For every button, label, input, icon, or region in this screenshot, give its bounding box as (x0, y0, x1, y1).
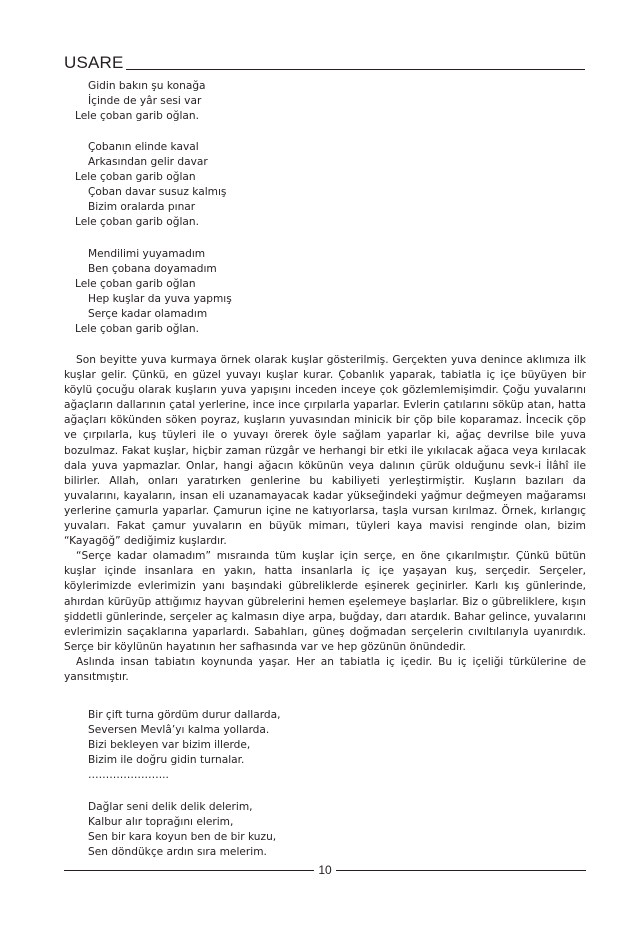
poem-refrain: Lele çoban garib oğlan (75, 278, 196, 291)
prose-body (64, 353, 586, 685)
footer-rule-left (64, 870, 314, 871)
poem-refrain: Lele çoban garib oğlan. (75, 216, 199, 229)
poem-line: Kalbur alır toprağını elerim, (88, 816, 234, 829)
poem-line: Bizim ile doğru gidin turnalar. (88, 754, 245, 767)
poem-line: Bir çift turna gördüm durur dallarda, (88, 709, 281, 721)
poem-refrain: Lele çoban garib oğlan. (75, 110, 199, 123)
poem-line: Çobanın elinde kaval (88, 141, 199, 153)
poem-line: Arkasından gelir davar (88, 156, 208, 169)
poem1-stanza2 (75, 140, 226, 231)
poem-line: Mendilimi yuyamadım (88, 248, 206, 260)
poem2-stanza1 (88, 708, 280, 783)
poem-refrain: Lele çoban garib oğlan. (75, 323, 199, 336)
poem2-stanza2 (88, 800, 276, 860)
header-brand: USARE (64, 53, 124, 72)
poem-line: Bizim oralarda pınar (88, 201, 196, 214)
prose-paragraph: Son beyitte yuva kurmaya örnek olarak kuşlar gösterilmiş. Gerçekten yuva denince aklımıza ilk kuşlar gelir. Çünkü, en güzel yuvayı kuşlar kurar. Çobanlık yaparak, tabiatla iç içe büyüyen bir köylü çocuğu olarak kuşların yuva yapışını inceden inceye çok gözlemlemişimdir. Çoğu yuvalarını ağaçların dallarının çatal yerlerine, ince ince çırpılarla yaparlar. Evlerin çatılarını söküp atan, hatta ağaçları kökünden söken poyraz, kuşların yuvasından minicik bir çöp bile koparamaz. İncecik çöp ve çırpılarla, kuş tüyleri ile o yuvayı örerek öyle sağlam yaparlar ki, ağaç devrilse bile yuva bozulmaz. Fakat kuşlar, hiçbir zaman rüzgâr ve herhangi bir etki ile yıkılacak ağaca veya kırılacak dala yuva yapmazlar. Onlar, hangi ağacın kökünün veya dalının çürük olduğunu sevk-i İlâhî ile bilirler. Allah, onları yaratırken genlerine bu kabiliyeti yerleştirmiştir. Kuşların bazıları da yuvalarını, kayaların, insan eli uzanamayacak kadar yükseğindeki yağmur değmeyen mağaramsı yerlerine çamurla yaparlar. Çamurun içine ne katıyorlarsa, taşla vursan kırılmaz. Örnek, kırlangıç yuvaları. Fakat çamur yuvaların en büyük mimarı, tüyleri kaya mavisi renginde olan, bizim “Kayagöğ” dediğimiz kuşlardır. (64, 354, 586, 548)
poem1-stanza1 (75, 79, 206, 124)
page-footer (64, 862, 586, 878)
poem-line: Ben çobana doyamadım (88, 263, 217, 276)
poem-ellipsis: ………………….. (88, 769, 169, 782)
poem-line: Bizi bekleyen var bizim illerde, (88, 739, 251, 752)
poem-line: Gidin bakın şu konağa (88, 80, 206, 92)
header-rule (126, 69, 585, 70)
page-number: 10 (318, 863, 332, 877)
poem1-stanza3 (75, 247, 232, 338)
poem-line: Sen döndükçe ardın sıra melerim. (88, 846, 267, 859)
footer-rule-right (336, 870, 586, 871)
poem-line: Serçe kadar olamadım (88, 308, 208, 321)
poem-line: Çoban davar susuz kalmış (88, 186, 227, 199)
poem-line: Seversen Mevlâ’yı kalma yollarda. (88, 724, 270, 737)
prose-paragraph: Aslında insan tabiatın koynunda yaşar. Her an tabiatla iç içedir. Bu iç içeliği türkülerine de yansıtmıştır. (64, 655, 586, 683)
poem-refrain: Lele çoban garib oğlan (75, 171, 196, 184)
page-header (64, 52, 585, 74)
poem-line: Dağlar seni delik delik delerim, (88, 801, 253, 813)
poem-line: Hep kuşlar da yuva yapmış (88, 293, 232, 306)
poem-line: Sen bir kara koyun ben de bir kuzu, (88, 831, 277, 844)
poem-line: İçinde de yâr sesi var (88, 95, 202, 108)
prose-paragraph: “Serçe kadar olamadım” mısraında tüm kuşlar için serçe, en öne çıkarılmıştır. Çünkü bütün kuşlar içinde insanlara en yakın, hatta insanlarla iç içe yaşayan kuş, serçedir. Serçeler, köylerimizde evlerimizin yanı başındaki gübreliklerde eşinerek geçinirler. Karlı kış günlerinde, ahırdan kürüyüp attığımız hayvan gübrelerini hemen eşelemeye başlarlar. Biz o gübreliklere, kışın şiddetli günlerinde, serçeler aç kalmasın diye arpa, buğday, darı atardık. Bahar gelince, yuvalarını evlerimizin saçaklarına yaparlardı. Sabahları, güneş doğmadan serçelerin cıvıltılarıyla uyanırdık. Serçe bir köylünün hayatının her safhasında var ve hep gözünün önündedir. (64, 550, 586, 653)
